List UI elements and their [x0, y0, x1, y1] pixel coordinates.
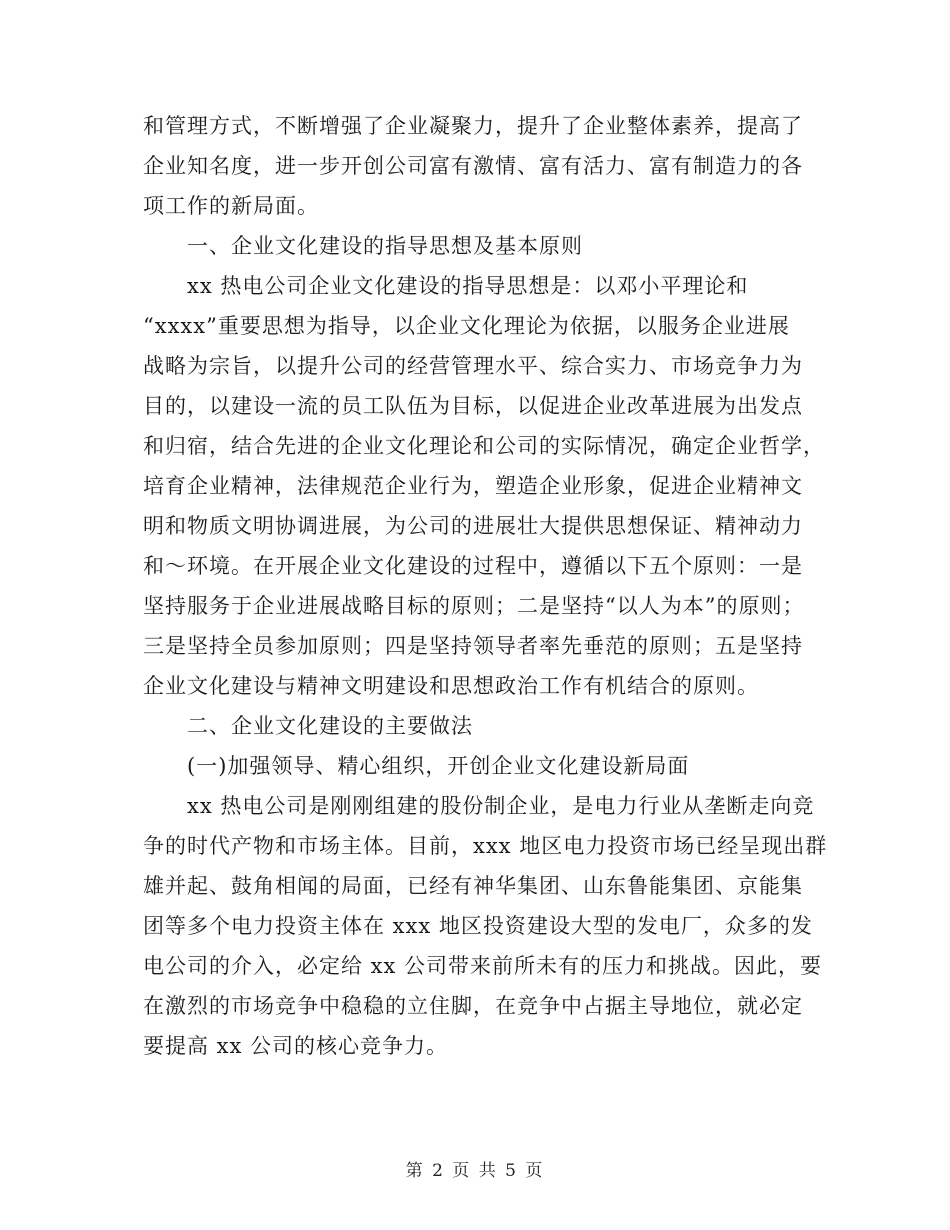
section-heading-1: 一、企业文化建设的指导思想及基本原则 — [187, 234, 583, 258]
text-line: xx 热电公司企业文化建设的指导思想是：以邓小平理论和 — [187, 274, 749, 298]
section-heading-2: 二、企业文化建设的主要做法 — [187, 714, 473, 738]
text-line: 坚持服务于企业进展战略目标的原则；二是坚持“以人为本”的原则； — [143, 594, 805, 618]
text-line: 目的，以建设一流的员工队伍为目标，以促进企业改革进展为出发点 — [143, 394, 803, 418]
text-line: 争的时代产物和市场主体。目前，xxx 地区电力投资市场已经呈现出群 — [143, 834, 828, 858]
text-line: 培育企业精神，法律规范企业行为，塑造企业形象，促进企业精神文 — [143, 474, 803, 498]
document-body — [143, 106, 828, 1066]
page-number-footer: 第 2 页 共 5 页 — [405, 1161, 545, 1181]
text-line: 电公司的介入，必定给 xx 公司带来前所未有的压力和挑战。因此，要 — [143, 954, 823, 978]
text-line: 和～环境。在开展企业文化建设的过程中，遵循以下五个原则：一是 — [143, 554, 803, 578]
text-line: 企业知名度，进一步开创公司富有激情、富有活力、富有制造力的各 — [143, 154, 803, 178]
text-line: 要提高 xx 公司的核心竞争力。 — [143, 1034, 449, 1058]
text-line: 明和物质文明协调进展，为公司的进展壮大提供思想保证、精神动力 — [143, 514, 803, 538]
text-line: 项工作的新局面。 — [143, 194, 319, 218]
text-line: 在激烈的市场竞争中稳稳的立住脚，在竞争中占据主导地位，就必定 — [143, 994, 803, 1018]
text-line: 三是坚持全员参加原则；四是坚持领导者率先垂范的原则；五是坚持 — [143, 634, 803, 658]
text-line: xx 热电公司是刚刚组建的股份制企业，是电力行业从垄断走向竞 — [187, 794, 815, 818]
subsection-heading: (一)加强领导、精心组织，开创企业文化建设新局面 — [187, 754, 690, 778]
text-line: 雄并起、鼓角相闻的局面，已经有神华集团、山东鲁能集团、京能集 — [143, 874, 803, 898]
text-line: “xxxx”重要思想为指导，以企业文化理论为依据，以服务企业进展 — [143, 314, 790, 338]
text-line: 和管理方式，不断增强了企业凝聚力，提升了企业整体素养，提高了 — [143, 114, 803, 138]
text-line: 和归宿，结合先进的企业文化理论和公司的实际情况，确定企业哲学， — [143, 434, 825, 458]
text-line: 团等多个电力投资主体在 xxx 地区投资建设大型的发电厂，众多的发 — [143, 914, 813, 938]
text-line: 战略为宗旨，以提升公司的经营管理水平、综合实力、市场竞争力为 — [143, 354, 803, 378]
text-line: 企业文化建设与精神文明建设和思想政治工作有机结合的原则。 — [143, 674, 759, 698]
